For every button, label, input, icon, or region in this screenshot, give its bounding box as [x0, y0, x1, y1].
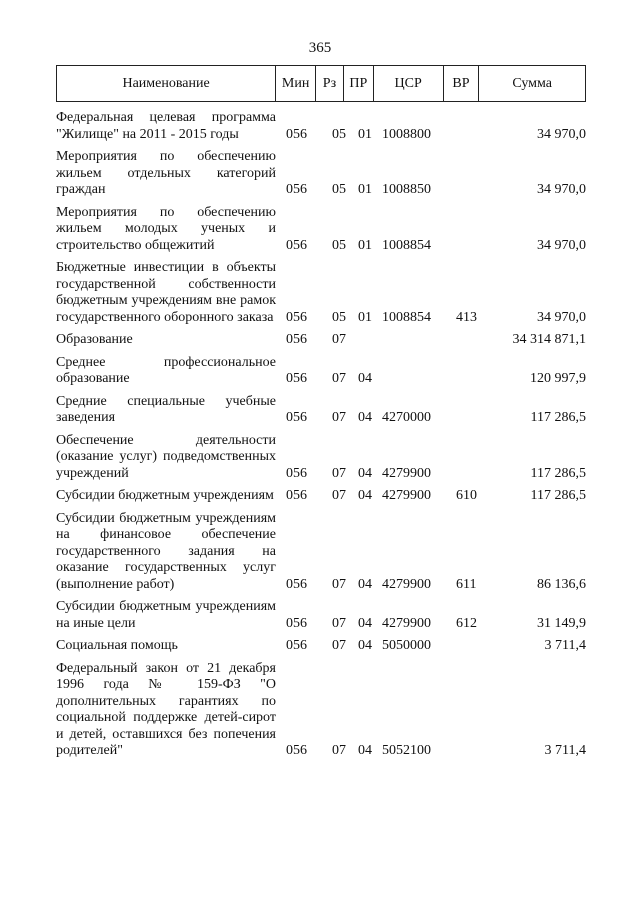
- row-sum: 31 149,9: [537, 615, 586, 631]
- row-sum: 3 711,4: [544, 638, 586, 653]
- header-csr: ЦСР: [374, 66, 444, 101]
- row-vr: [450, 332, 494, 349]
- row-csr: 1008854: [382, 237, 431, 253]
- row-name: Федеральная целевая программа "Жилище" на 2011 - 2015 годы: [56, 110, 276, 142]
- row-pr: 04: [358, 638, 372, 653]
- row-sum: 34 970,0: [537, 237, 586, 253]
- header-min: Мин: [276, 66, 316, 101]
- table-row: [56, 599, 586, 632]
- row-sum: 117 286,5: [530, 410, 586, 425]
- row-csr: 5052100: [382, 743, 431, 758]
- row-min: 056: [286, 371, 307, 386]
- row-vr: 611: [456, 576, 477, 592]
- row-name: Образование: [56, 332, 133, 347]
- row-csr: 4279900: [382, 576, 431, 592]
- row-vr: 610: [456, 488, 477, 503]
- table-row: [56, 332, 586, 349]
- row-pr: 01: [358, 182, 372, 197]
- row-csr: 4279900: [382, 465, 431, 481]
- header-rz: Рз: [316, 66, 344, 101]
- row-pr: 01: [358, 237, 372, 253]
- row-rz: 07: [332, 488, 346, 503]
- table-row: [56, 110, 586, 143]
- row-sum: 117 286,5: [530, 488, 586, 503]
- header-pr: ПР: [344, 66, 374, 101]
- row-min: 056: [286, 465, 307, 481]
- table-row: [56, 511, 586, 594]
- row-rz: 05: [332, 237, 346, 253]
- row-vr: [450, 638, 494, 655]
- table-row: [56, 260, 586, 326]
- row-pr: 04: [358, 743, 372, 758]
- row-name: Субсидии бюджетным учреждениям: [56, 488, 274, 503]
- row-csr: 4270000: [382, 410, 431, 425]
- row-min: 056: [286, 237, 307, 253]
- row-name: Мероприятия по обеспечению жильем отдельных категорий граждан: [56, 149, 276, 197]
- row-pr: 01: [358, 309, 372, 325]
- row-rz: 07: [332, 615, 346, 631]
- row-min: 056: [286, 182, 307, 197]
- table-row: [56, 394, 586, 427]
- row-csr: [382, 355, 450, 388]
- row-min: 056: [286, 488, 307, 503]
- row-sum: 34 970,0: [537, 309, 586, 325]
- row-rz: 07: [332, 743, 346, 758]
- row-rz: 07: [332, 410, 346, 425]
- row-vr: [450, 355, 494, 388]
- table-row: [56, 638, 586, 655]
- row-vr: [450, 433, 494, 483]
- row-rz: 05: [332, 182, 346, 197]
- table-row: [56, 433, 586, 483]
- row-vr: 413: [456, 309, 477, 325]
- row-sum: 34 314 871,1: [512, 332, 586, 347]
- row-rz: 07: [332, 576, 346, 592]
- row-name: Субсидии бюджетным учреждениям на финансовое обеспечение государственного задания на оказание государственных услуг (выполнение работ): [56, 510, 276, 592]
- table-row: [56, 355, 586, 388]
- row-name: Федеральный закон от 21 декабря 1996 года № 159-ФЗ "О дополнительных гарантиях по социальной поддержке детей-сирот и детей, оставшихся без попечения родителей": [56, 660, 276, 758]
- row-vr: 612: [456, 615, 477, 631]
- row-min: 056: [286, 332, 307, 347]
- row-vr: [450, 205, 494, 255]
- row-pr: 04: [358, 576, 372, 592]
- row-sum: 86 136,6: [537, 576, 586, 592]
- row-name: Социальная помощь: [56, 638, 178, 653]
- table-row: [56, 661, 586, 760]
- row-sum: 120 997,9: [530, 371, 586, 386]
- page-number: 365: [308, 40, 332, 56]
- row-min: 056: [286, 410, 307, 425]
- row-rz: 05: [332, 126, 346, 142]
- row-vr: [450, 149, 494, 199]
- row-pr: [358, 332, 382, 349]
- row-csr: 4279900: [382, 615, 431, 631]
- row-min: 056: [286, 126, 307, 142]
- row-csr: 1008800: [382, 126, 431, 142]
- row-csr: 1008854: [382, 309, 431, 325]
- row-pr: 01: [358, 126, 372, 142]
- row-name: Обеспечение деятельности (оказание услуг) подведомственных учреждений: [56, 432, 276, 481]
- row-rz: 07: [332, 371, 346, 386]
- row-name: Мероприятия по обеспечению жильем молодых ученых и строительство общежитий: [56, 204, 276, 253]
- row-pr: 04: [358, 488, 372, 503]
- row-csr: [382, 332, 450, 349]
- row-sum: 3 711,4: [544, 743, 586, 758]
- row-rz: 07: [332, 465, 346, 481]
- row-rz: 05: [332, 309, 346, 325]
- row-sum: 34 970,0: [537, 182, 586, 197]
- row-name: Бюджетные инвестиции в объекты государственной собственности бюджетным учреждениям вне рамок государственного оборонного заказа: [56, 260, 276, 325]
- header-name: Наименование: [57, 66, 276, 101]
- row-rz: 07: [332, 332, 346, 347]
- row-min: 056: [286, 743, 307, 758]
- row-min: 056: [286, 309, 307, 325]
- row-name: Средние специальные учебные заведения: [56, 393, 276, 425]
- row-csr: 4279900: [382, 488, 431, 503]
- table-row: [56, 149, 586, 199]
- row-name: Субсидии бюджетным учреждениям на иные цели: [56, 599, 276, 631]
- row-csr: 5050000: [382, 638, 431, 653]
- row-rz: 07: [332, 638, 346, 653]
- row-pr: 04: [358, 410, 372, 425]
- row-sum: 34 970,0: [537, 126, 586, 142]
- row-csr: 1008850: [382, 182, 431, 197]
- table-row: [56, 205, 586, 255]
- header-vr: ВР: [444, 66, 480, 101]
- table-body: [56, 110, 586, 766]
- row-name: Среднее профессиональное образование: [56, 354, 276, 386]
- row-min: 056: [286, 576, 307, 592]
- row-min: 056: [286, 615, 307, 631]
- row-sum: 117 286,5: [530, 465, 586, 481]
- row-pr: 04: [358, 371, 372, 386]
- row-vr: [450, 110, 494, 143]
- table-row: [56, 488, 586, 505]
- row-vr: [450, 394, 494, 427]
- header-sum: Сумма: [512, 75, 553, 91]
- row-min: 056: [286, 638, 307, 653]
- row-pr: 04: [358, 465, 372, 481]
- table-header: [56, 65, 586, 102]
- row-vr: [450, 661, 494, 760]
- row-pr: 04: [358, 615, 372, 631]
